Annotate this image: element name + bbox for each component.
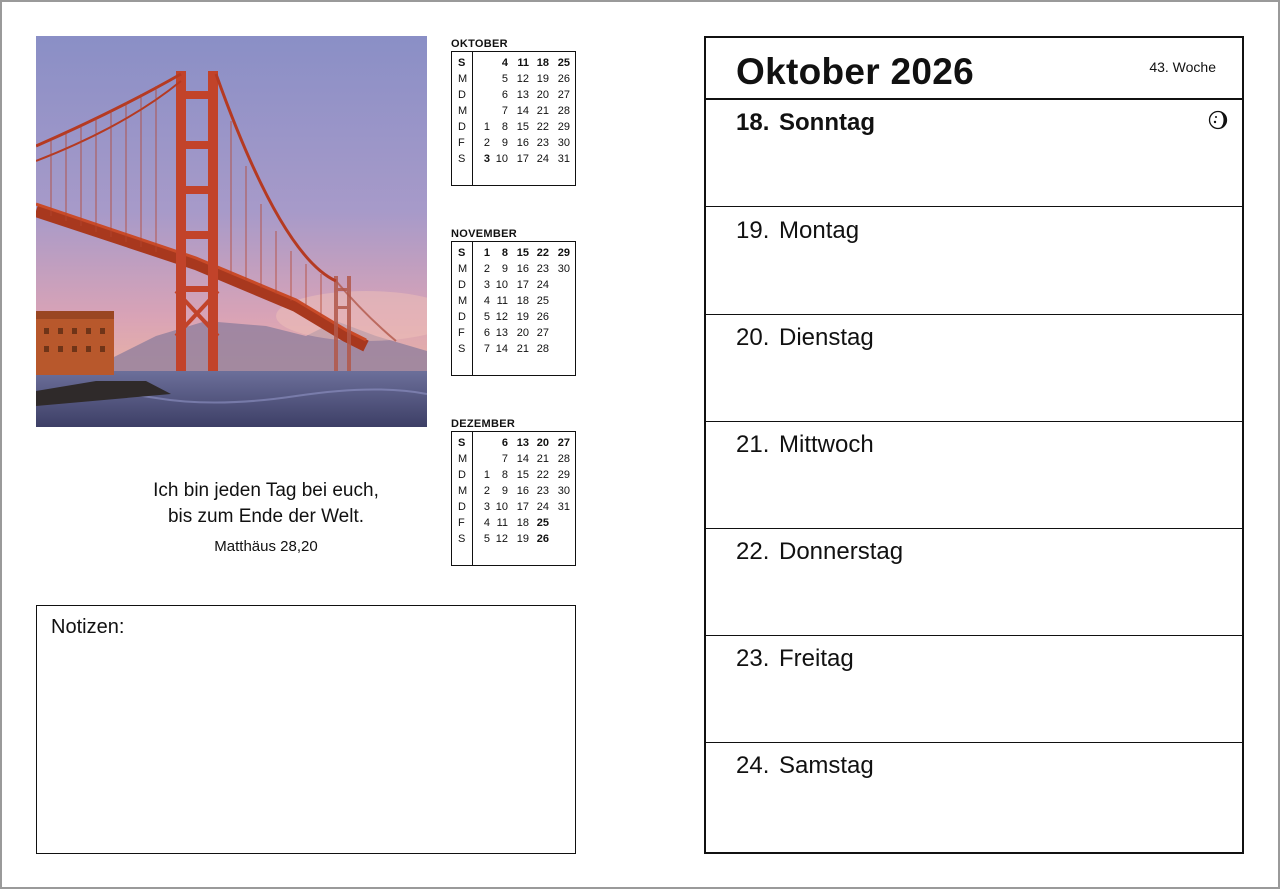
day-number: 20. — [736, 324, 770, 351]
calendar-day: 19 — [536, 73, 549, 85]
day-name: Mittwoch — [779, 431, 874, 458]
mini-calendar-grid — [451, 51, 576, 186]
mini-calendar-oktober — [451, 37, 576, 186]
calendar-day: 21 — [536, 453, 549, 465]
calendar-day: 28 — [557, 105, 570, 117]
calendar-day: 22 — [536, 469, 549, 481]
mini-calendar-week-row — [452, 135, 575, 151]
weekday-letter: M — [458, 485, 468, 497]
day-name: Montag — [779, 217, 860, 244]
calendar-day: 11 — [496, 517, 508, 529]
calendar-day: 6 — [501, 89, 508, 101]
calendar-day: 31 — [557, 501, 570, 513]
week-planner — [704, 36, 1244, 854]
calendar-day: 4 — [483, 517, 490, 529]
calendar-day: 7 — [501, 453, 508, 465]
day-row-freitag[interactable] — [706, 636, 1242, 743]
mini-calendar-week-row — [452, 451, 575, 467]
calendar-day: 8 — [501, 247, 508, 259]
weekday-letter: S — [458, 533, 466, 545]
weekday-letter: F — [458, 517, 465, 529]
weekday-letter: S — [458, 343, 466, 355]
day-number: 23. — [736, 645, 770, 672]
mini-calendar-week-row — [452, 55, 575, 71]
calendar-day: 19 — [516, 533, 529, 545]
calendar-day: 2 — [483, 137, 490, 149]
calendar-day: 25 — [536, 517, 549, 529]
calendar-day: 5 — [483, 311, 490, 323]
calendar-day: 13 — [495, 327, 508, 339]
day-name: Samstag — [779, 752, 874, 779]
weekday-letter: M — [458, 263, 468, 275]
calendar-day: 2 — [483, 485, 490, 497]
calendar-day: 24 — [536, 501, 549, 513]
calendar-day: 27 — [557, 89, 570, 101]
calendar-day: 30 — [557, 137, 570, 149]
calendar-day: 5 — [483, 533, 490, 545]
calendar-day: 20 — [536, 89, 549, 101]
calendar-day: 25 — [536, 295, 549, 307]
calendar-day: 24 — [536, 279, 549, 291]
weekday-letter: F — [458, 327, 465, 339]
calendar-day: 27 — [557, 437, 570, 449]
calendar-day: 12 — [495, 311, 508, 323]
calendar-day: 18 — [516, 295, 529, 307]
calendar-day: 4 — [483, 295, 490, 307]
calendar-day: 24 — [536, 153, 549, 165]
weekday-letter: M — [458, 73, 468, 85]
day-number: 21. — [736, 431, 770, 458]
mini-calendar-week-row — [452, 341, 575, 357]
mini-calendar-grid — [451, 241, 576, 376]
calendar-day: 23 — [536, 137, 549, 149]
weekday-letter: D — [458, 311, 466, 323]
calendar-day: 25 — [557, 57, 570, 69]
mini-calendar-title: OKTOBER — [451, 38, 508, 50]
calendar-day: 26 — [536, 311, 549, 323]
calendar-day: 31 — [557, 153, 570, 165]
mini-calendar-week-row — [452, 119, 575, 135]
calendar-day: 11 — [517, 57, 529, 69]
mini-calendar-week-row — [452, 277, 575, 293]
weekday-letter: M — [458, 453, 468, 465]
calendar-day: 18 — [516, 517, 529, 529]
moon-phase-icon — [1208, 110, 1228, 130]
calendar-day: 6 — [483, 327, 490, 339]
mini-calendar-week-row — [452, 87, 575, 103]
calendar-day: 21 — [536, 105, 549, 117]
mini-calendar-title: NOVEMBER — [451, 228, 517, 240]
day-name: Dienstag — [779, 324, 874, 351]
calendar-day: 14 — [516, 105, 529, 117]
mini-calendar-week-row — [452, 245, 575, 261]
golden-gate-photo — [36, 36, 427, 427]
week-number: 43. Woche — [1149, 59, 1216, 75]
calendar-day: 10 — [495, 501, 508, 513]
calendar-day: 18 — [536, 57, 549, 69]
calendar-day: 22 — [536, 247, 549, 259]
calendar-day: 5 — [501, 73, 508, 85]
calendar-day: 28 — [557, 453, 570, 465]
calendar-day: 22 — [536, 121, 549, 133]
calendar-day: 20 — [536, 437, 549, 449]
weekday-letter: S — [458, 437, 466, 449]
calendar-day: 8 — [501, 469, 508, 481]
notes-label: Notizen: — [51, 616, 125, 638]
mini-calendar-week-row — [452, 309, 575, 325]
calendar-day: 29 — [557, 247, 570, 259]
calendar-day: 6 — [501, 437, 508, 449]
day-number: 19. — [736, 217, 770, 244]
day-row-sonntag[interactable] — [706, 100, 1242, 207]
mini-calendar-week-row — [452, 103, 575, 119]
day-name: Freitag — [779, 645, 854, 672]
calendar-day: 4 — [501, 57, 508, 69]
calendar-day: 3 — [483, 501, 490, 513]
day-row-mittwoch[interactable] — [706, 422, 1242, 529]
calendar-day: 9 — [501, 263, 508, 275]
calendar-day: 21 — [516, 343, 529, 355]
weekday-letter: D — [458, 279, 466, 291]
calendar-day: 15 — [516, 247, 529, 259]
calendar-day: 19 — [516, 311, 529, 323]
verse-line-1: Ich bin jeden Tag bei euch, — [153, 480, 379, 501]
calendar-day: 3 — [483, 279, 490, 291]
calendar-day: 15 — [516, 121, 529, 133]
day-number: 22. — [736, 538, 770, 565]
calendar-day: 10 — [495, 279, 508, 291]
weekday-letter: D — [458, 501, 466, 513]
weekday-letter: S — [458, 153, 466, 165]
calendar-day: 26 — [557, 73, 570, 85]
calendar-day: 7 — [501, 105, 508, 117]
calendar-day: 13 — [516, 89, 529, 101]
calendar-day: 23 — [536, 485, 549, 497]
calendar-day: 1 — [483, 469, 490, 481]
day-row-montag[interactable] — [706, 208, 1242, 315]
day-name: Sonntag — [779, 109, 875, 136]
day-number: 24. — [736, 752, 770, 779]
weekday-letter: S — [458, 247, 466, 259]
calendar-day: 16 — [516, 485, 529, 497]
calendar-day: 28 — [536, 343, 549, 355]
mini-calendar-week-row — [452, 261, 575, 277]
mini-calendar-week-row — [452, 71, 575, 87]
calendar-day: 7 — [483, 343, 490, 355]
calendar-day: 16 — [516, 137, 529, 149]
calendar-day: 16 — [516, 263, 529, 275]
weekday-letter: M — [458, 295, 468, 307]
weekday-letter: M — [458, 105, 468, 117]
calendar-day: 26 — [536, 533, 549, 545]
calendar-day: 12 — [516, 73, 529, 85]
day-row-samstag[interactable] — [706, 743, 1242, 852]
calendar-day: 17 — [516, 501, 529, 513]
mini-calendar-week-row — [452, 325, 575, 341]
weekday-letter: F — [458, 137, 465, 149]
mini-calendar-week-row — [452, 151, 575, 167]
calendar-day: 10 — [495, 153, 508, 165]
mini-calendar-title: DEZEMBER — [451, 418, 516, 430]
calendar-day: 1 — [483, 247, 490, 259]
notes-box[interactable] — [36, 605, 576, 854]
calendar-day: 11 — [496, 295, 508, 307]
weekday-letter: D — [458, 121, 466, 133]
calendar-day: 1 — [483, 121, 490, 133]
planner-header — [706, 38, 1242, 100]
calendar-day: 15 — [516, 469, 529, 481]
calendar-day: 14 — [495, 343, 508, 355]
calendar-day: 2 — [483, 263, 490, 275]
mini-calendar-week-row — [452, 293, 575, 309]
calendar-day: 8 — [501, 121, 508, 133]
calendar-day: 30 — [557, 263, 570, 275]
calendar-day: 9 — [501, 485, 508, 497]
weekday-letter: D — [458, 469, 466, 481]
calendar-day: 20 — [516, 327, 529, 339]
weekday-letter: S — [458, 57, 466, 69]
verse-line-2: bis zum Ende der Welt. — [167, 506, 365, 527]
day-row-dienstag[interactable] — [706, 315, 1242, 422]
day-number: 18. — [736, 109, 770, 136]
day-name: Donnerstag — [779, 538, 904, 565]
calendar-day: 12 — [495, 533, 508, 545]
calendar-day: 27 — [536, 327, 549, 339]
calendar-day: 30 — [557, 485, 570, 497]
verse-reference: Matthäus 28,20 — [214, 538, 318, 555]
mini-calendar-november — [451, 227, 576, 376]
calendar-day: 29 — [557, 121, 570, 133]
month-title: Oktober 2026 — [736, 51, 975, 92]
calendar-day: 13 — [516, 437, 529, 449]
calendar-day: 17 — [516, 153, 529, 165]
day-row-donnerstag[interactable] — [706, 529, 1242, 636]
weekday-letter: D — [458, 89, 466, 101]
calendar-day: 17 — [516, 279, 529, 291]
mini-calendar-week-row — [452, 435, 575, 451]
calendar-day: 29 — [557, 469, 570, 481]
bible-verse — [36, 478, 496, 555]
calendar-day: 3 — [483, 153, 490, 165]
calendar-day: 23 — [536, 263, 549, 275]
calendar-day: 14 — [516, 453, 529, 465]
calendar-day: 9 — [501, 137, 508, 149]
